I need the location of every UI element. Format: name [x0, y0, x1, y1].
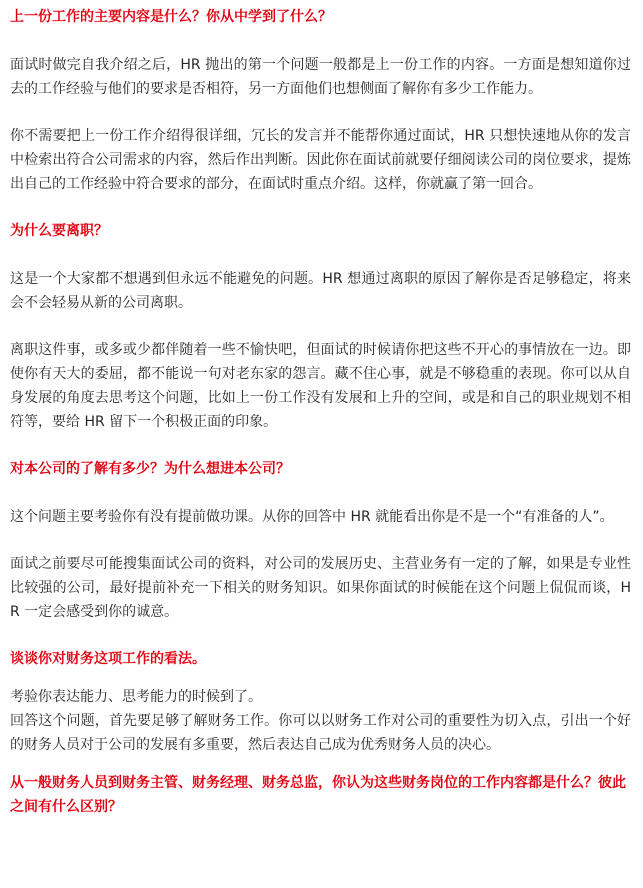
paragraph: [10, 685, 631, 757]
section-heading: 对本公司的了解有多少？为什么想进本公司？: [10, 461, 290, 477]
section-heading: 从一般财务人员到财务主管、财务经理、财务总监，你认为这些财务岗位的工作内容都是什么？彼此之间有什么区别？: [10, 775, 626, 815]
text-line: 回答这个问题，首先要足够了解财务工作。你可以以财务工作对公司的重要性为切入点，引出一个好的财务人员对于公司的发展有多重要，然后表达自己成为优秀财务人员的决心。: [10, 713, 631, 753]
section-heading: 上一份工作的主要内容是什么？你从中学到了什么？: [10, 9, 332, 25]
paragraph: 离职这件事，或多或少都伴随着一些不愉快吧，但面试的时候请你把这些不开心的事情放在一边。即使你有天大的委屈，都不能说一句对老东家的怨言。藏不住心事，就是不够稳重的表现。你可以从自身发展的角度去思考这个问题，比如上一份工作没有发展和上升的空间，或是和自己的职业规划不相符等，要给 HR 留下一个积极正面的印象。: [10, 342, 631, 430]
section-heading: 为什么要离职？: [10, 223, 108, 239]
text-line: 考验你表达能力、思考能力的时候到了。: [10, 689, 262, 705]
paragraph: 面试之前要尽可能搜集面试公司的资料，对公司的发展历史、主营业务有一定的了解，如果是专业性比较强的公司，最好提前补充一下相关的财务知识。如果你面试的时候能在这个问题上侃侃而谈，HR 一定会感受到你的诚意。: [10, 556, 631, 620]
paragraph: 你不需要把上一份工作介绍得很详细，冗长的发言并不能帮你通过面试，HR 只想快速地从你的发言中检索出符合公司需求的内容，然后作出判断。因此你在面试前就要仔细阅读公司的岗位要求，提炼出自己的工作经验中符合要求的部分，在面试时重点介绍。这样，你就赢了第一回合。: [10, 128, 631, 192]
paragraph: 这是一个大家都不想遇到但永远不能避免的问题。HR 想通过离职的原因了解你是否足够稳定，将来会不会轻易从新的公司离职。: [10, 271, 631, 311]
section-heading: 谈谈你对财务这项工作的看法。: [10, 651, 206, 667]
paragraph: 面试时做完自我介绍之后，HR 抛出的第一个问题一般都是上一份工作的内容。一方面是想知道你过去的工作经验与他们的要求是否相符，另一方面他们也想侧面了解你有多少工作能力。: [10, 57, 631, 97]
paragraph: 这个问题主要考验你有没有提前做功课。从你的回答中 HR 就能看出你是不是一个“有准备的人”。: [10, 509, 614, 525]
